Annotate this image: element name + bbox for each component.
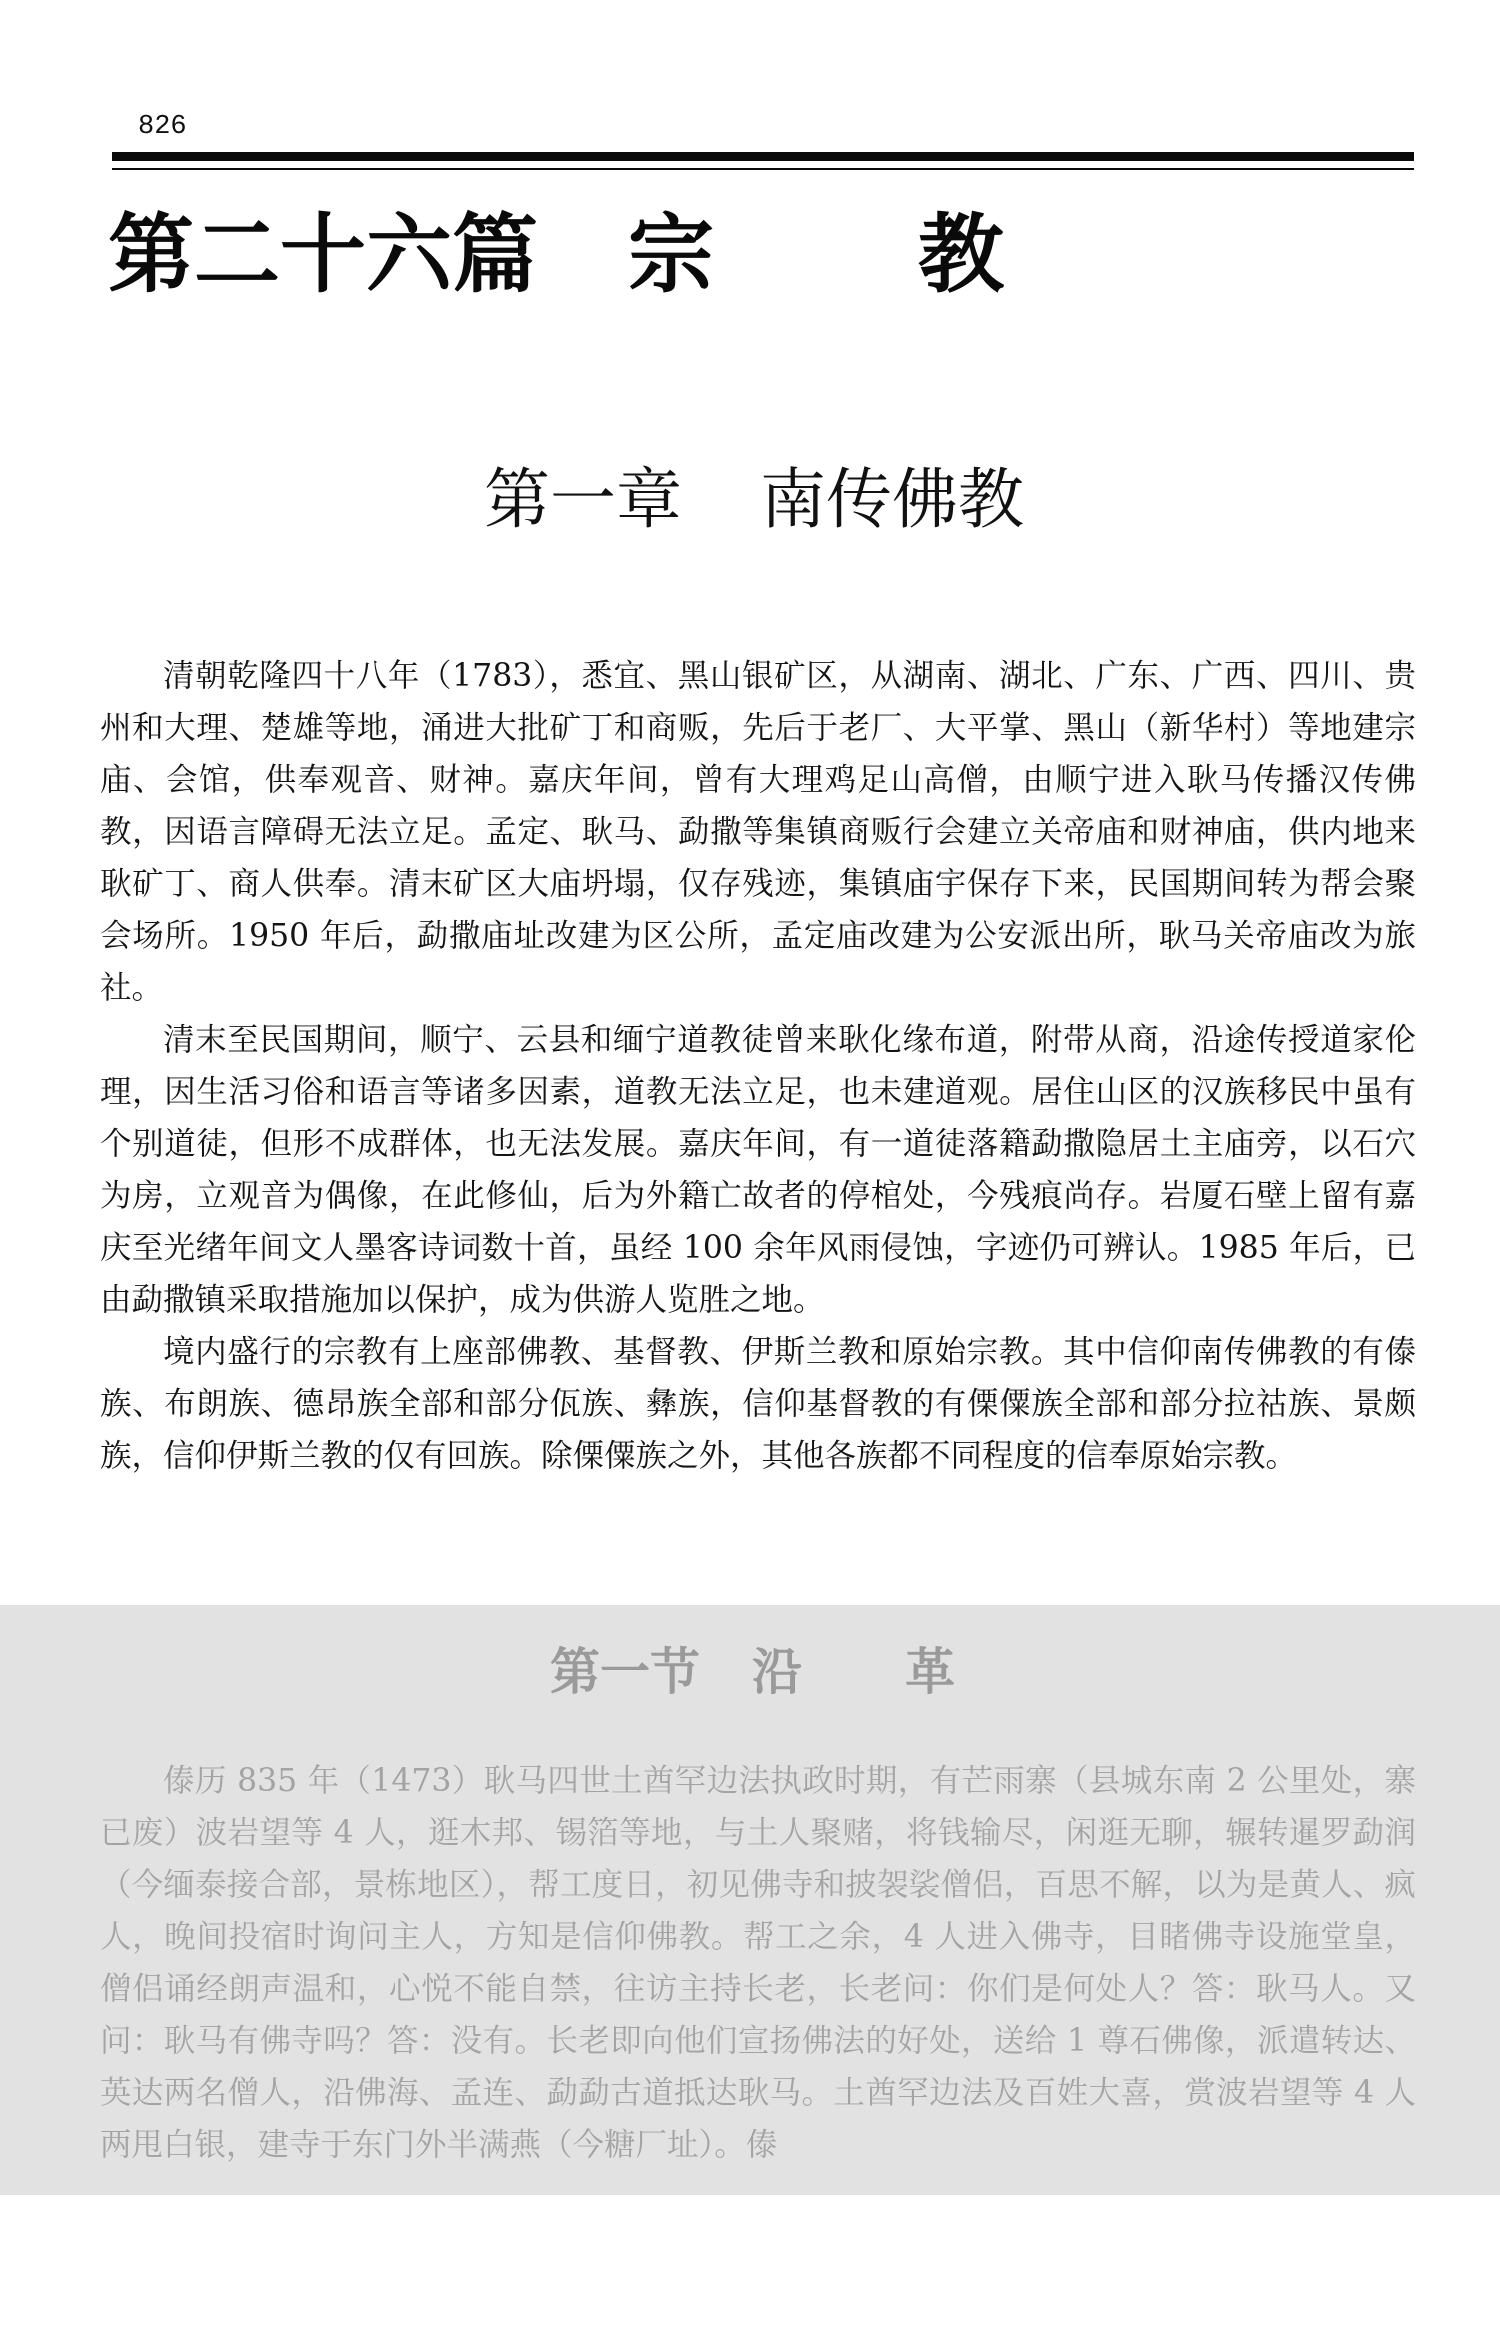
part-name-first-char: 宗 <box>628 205 714 305</box>
paragraph: 境内盛行的宗教有上座部佛教、基督教、伊斯兰教和原始宗教。其中信仰南传佛教的有傣族、布朗族、德昂族全部和部分佤族、彝族，信仰基督教的有傈僳族全部和部分拉祜族、景颇族，信仰伊斯兰教的仅有回族。除傈僳族之外，其他各族都不同程度的信奉原始宗教。 <box>100 1334 1416 1474</box>
part-name-second-char: 教 <box>918 205 1004 305</box>
body-text <box>100 650 1416 1482</box>
part-title <box>108 205 1008 305</box>
section-number: 第一节 <box>550 1643 700 1701</box>
chapter-name: 南传佛教 <box>760 461 1024 538</box>
paragraph: 清末至民国期间，顺宁、云县和缅宁道教徒曾来耿化缘布道，附带从商，沿途传授道家伦理，因生活习俗和语言等诸多因素，道教无法立足，也未建道观。居住山区的汉族移民中虽有个别道徒，但形不成群体，也无法发展。嘉庆年间，有一道徒落籍勐撒隐居土主庙旁，以石穴为房，立观音为偶像，在此修仙，后为外籍亡故者的停棺处，今残痕尚存。岩厦石壁上留有嘉庆至光绪年间文人墨客诗词数十首，虽经 100 余年风雨侵蚀，字迹仍可辨认。1985 年后，已由勐撒镇采取措施加以保护，成为供游人览胜之地。 <box>100 1022 1416 1318</box>
chapter-title <box>0 455 1500 545</box>
header-rule-thin <box>112 168 1414 170</box>
chapter-number: 第一章 <box>484 461 682 538</box>
paragraph: 傣历 835 年（1473）耿马四世土酋罕边法执政时期，有芒雨寨（县城东南 2 公里处，寨已废）波岩望等 4 人，逛木邦、锡箔等地，与土人聚赌，将钱输尽，闲逛无聊，辗转暹罗勐润（今缅泰接合部，景栋地区），帮工度日，初见佛寺和披袈裟僧侣，百思不解，以为是黄人、疯人，晚间投宿时询问主人，方知是信仰佛教。帮工之余，4 人进入佛寺，目睹佛寺设施堂皇，僧侣诵经朗声温和，心悦不能自禁，往访主持长老，长老问：你们是何处人？答：耿马人。又问：耿马有佛寺吗？答：没有。长老即向他们宣扬佛法的好处，送给 1 尊石佛像，派遣转达、英达两名僧人，沿佛海、孟连、勐勐古道抵达耿马。土酋罕边法及百姓大喜，赏波岩望等 4 人两甩白银，建寺于东门外半满燕（今糖厂址）。傣 <box>100 1763 1416 2163</box>
section-title <box>0 1632 1500 1712</box>
paragraph: 清朝乾隆四十八年（1783），悉宜、黑山银矿区，从湖南、湖北、广东、广西、四川、贵州和大理、楚雄等地，涌进大批矿丁和商贩，先后于老厂、大平掌、黑山（新华村）等地建宗庙、会馆，供奉观音、财神。嘉庆年间，曾有大理鸡足山高僧，由顺宁进入耿马传播汉传佛教，因语言障碍无法立足。孟定、耿马、勐撒等集镇商贩行会建立关帝庙和财神庙，供内地来耿矿丁、商人供奉。清末矿区大庙坍塌，仅存残迹，集镇庙宇保存下来，民国期间转为帮会聚会场所。1950 年后，勐撒庙址改建为区公所，孟定庙改建为公安派出所，耿马关帝庙改为旅社。 <box>100 658 1416 1006</box>
header-rule-thick <box>112 152 1414 161</box>
page-number: 826 <box>138 112 187 142</box>
section-name-first-char: 沿 <box>752 1643 802 1701</box>
part-number: 第二十六篇 <box>108 205 538 305</box>
section-body-text <box>100 1755 1416 2171</box>
section-name-second-char: 革 <box>905 1643 955 1701</box>
